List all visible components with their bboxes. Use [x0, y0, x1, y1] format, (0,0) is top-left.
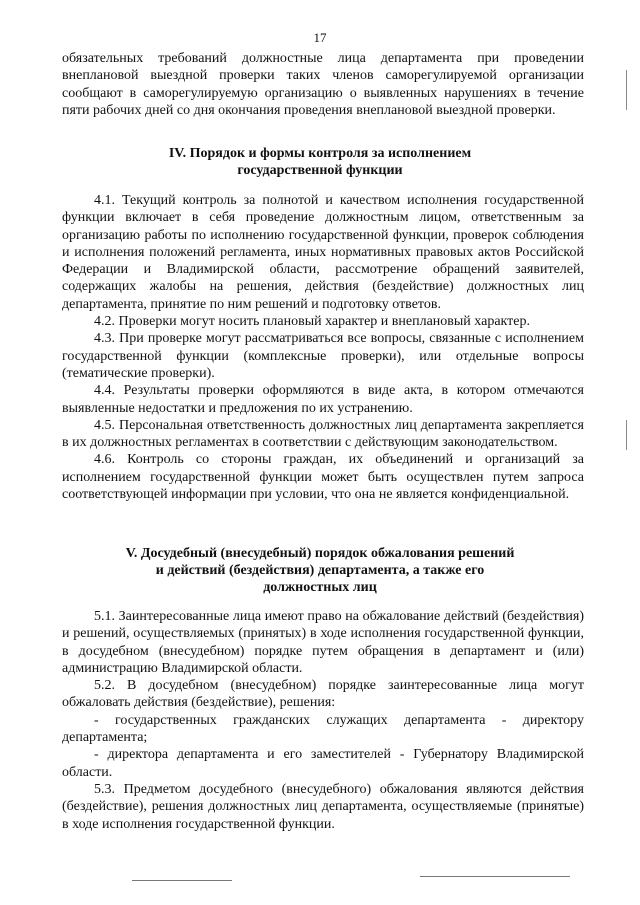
paragraph-4-6: 4.6. Контроль со стороны граждан, их объединений и организаций за исполнением государственной функции может быть осуществлен путем запроса соответствующей информации при условии, что она не является конфиденциальной.: [62, 452, 584, 503]
scan-artifact-right: [420, 876, 570, 877]
paragraph-5-2-item1: - государственных гражданских служащих департамента - директору департамента;: [62, 712, 584, 746]
section4-heading-line2: государственной функции: [237, 163, 403, 178]
paragraph-5-3: 5.3. Предметом досудебного (внесудебного) обжалования являются действия (бездействие), решения должностных лиц департамента, осуществляемые (принятые) в ходе исполнения государственной функции.: [62, 781, 584, 832]
section5-heading: [0, 545, 640, 596]
paragraph-4-1: 4.1. Текущий контроль за полнотой и качеством исполнения государственной функции включает в себя проведение должностным лицом, ответственным за организацию работы по исполнению государственной функции, проверок соблюдения и исполнения положений регламента, иных нормативных правовых актов Российской Федерации и Владимирской области, рассмотрение обращений заявителей, содержащих жалобы на решения, действия (бездействие) должностных лиц департамента, принятие по ним решений и подготовку ответов.: [62, 193, 584, 312]
section4-body: [62, 192, 584, 503]
paragraph-4-5: 4.5. Персональная ответственность должностных лиц департамента закрепляется в их должностных регламентах в соответствии с действующим законодательством.: [62, 417, 584, 451]
scan-edge-mark-top: [626, 70, 627, 110]
section4-heading-line1: IV. Порядок и формы контроля за исполнением: [168, 146, 472, 161]
section5-heading-line3: должностных лиц: [263, 580, 377, 595]
section4-heading: [0, 145, 640, 179]
page-number: 17: [313, 30, 327, 45]
paragraph-5-2-item2: - директора департамента и его заместителей - Губернатору Владимирской области.: [62, 747, 584, 780]
paragraph-5-1: 5.1. Заинтересованные лица имеют право на обжалование действий (бездействия) и решений, осуществляемых (принятых) в ходе исполнения государственной функции, в досудебном (внесудебном) порядке путем обращения в департамент и (или) администрацию Владимирской области.: [62, 609, 584, 676]
paragraph-4-4: 4.4. Результаты проверки оформляются в виде акта, в котором отмечаются выявленные недостатки и предложения по их устранению.: [62, 383, 584, 416]
section5-body: [62, 608, 584, 833]
scan-edge-mark-middle: [626, 420, 627, 450]
paragraph-4-2: 4.2. Проверки могут носить плановый характер и внеплановый характер.: [94, 314, 530, 330]
section5-heading-line1: V. Досудебный (внесудебный) порядок обжалования решений: [125, 546, 515, 561]
intro-paragraph: обязательных требований должностные лица департамента при проведении внеплановой выездной проверки таких членов саморегулируемой организации сообщают в саморегулируемую организацию о выявленных нарушениях в течение пяти рабочих дней со дня окончания проведения внеплановой выездной проверки.: [62, 51, 584, 118]
intro-text: [62, 50, 584, 119]
section5-heading-line2: и действий (бездействия) департамента, а также его: [155, 563, 485, 578]
scan-artifact-left: [132, 880, 232, 881]
paragraph-5-2: 5.2. В досудебном (внесудебном) порядке заинтересованные лица могут обжаловать действия (бездействие), решения:: [62, 678, 584, 711]
paragraph-4-3: 4.3. При проверке могут рассматриваться все вопросы, связанные с исполнением государственной функции (комплексные проверки), или отдельные вопросы (тематические проверки).: [62, 331, 584, 381]
